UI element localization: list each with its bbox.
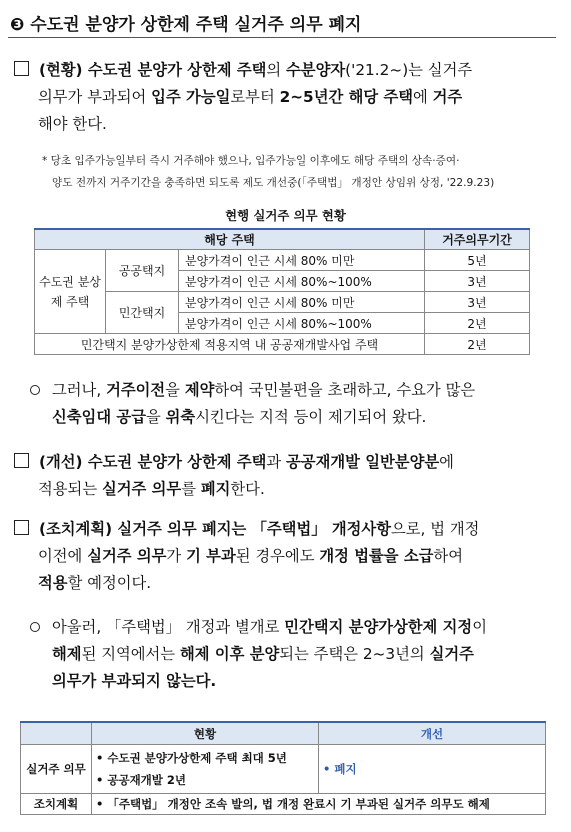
table-cell: 분양가격이 인근 시세 80% 미만 [179,250,425,271]
checkbox-bullet-icon [14,520,29,535]
plan-cell: • 「주택법」 개정안 조속 발의, 법 개정 완료시 기 부과된 실거주 의무도 해제 [92,794,546,815]
row-group-private: 민간택지 [106,292,179,334]
table-cell: 2년 [425,334,530,355]
table-cell: 5년 [425,250,530,271]
row-group-metro: 수도권 분상제 주택 [35,250,106,334]
current-item: • 공공재개발 2년 [96,773,187,787]
row-group-public: 공공택지 [106,250,179,292]
table-cell: 2년 [425,313,530,334]
status-paragraph: (현황) 수도권 분양가 상한제 주택의 수분양자('21.2~)는 실거주 의무가 부과되어 입주 가능일로부터 2~5년간 해당 주택에 거주 해야 한다. [14,57,556,138]
residence-obligation-table [34,228,530,355]
improvement-paragraph: (개선) 수도권 분양가 상한제 주택과 공공재개발 일반분양분에 적용되는 실거주 의무를 폐지한다. [14,449,556,503]
table-cell: 분양가격이 인근 시세 80% 미만 [179,292,425,313]
table-cell: 3년 [425,271,530,292]
table-header-period: 거주의무기간 [425,229,530,250]
concern-paragraph: 그러나, 거주이전을 제약하여 국민불편을 초래하고, 수요가 많은 신축임대 공급을 위축시킨다는 지적 등이 제기되어 왔다. [30,377,556,431]
footnote-line-1: * 당초 입주가능일부터 즉시 거주해야 했으나, 입주가능일 이후에도 해당 주택의 상속·증여· [42,155,460,167]
improve-cell: • 폐지 [319,745,546,794]
table-caption: 현행 실거주 의무 현황 [225,208,346,223]
circle-bullet-icon [30,622,40,632]
table-header-housing: 해당 주택 [35,229,425,250]
table-header-empty [21,722,92,745]
current-item: • 수도권 분양가상한제 주택 최대 5년 [96,751,287,765]
footnote [42,150,552,194]
row-head-residence: 실거주 의무 [21,745,92,794]
checkbox-bullet-icon [14,61,29,76]
summary-table [20,721,546,815]
table-cell: 3년 [425,292,530,313]
table-cell: 분양가격이 인근 시세 80%~100% [179,313,425,334]
section-title: ❸ 수도권 분양가 상한제 주택 실거주 의무 폐지 [10,15,362,35]
title-underline [8,37,556,38]
table-header-current: 현황 [92,722,319,745]
table-cell: 민간택지 분양가상한제 적용지역 내 공공재개발사업 주택 [35,334,425,355]
checkbox-bullet-icon [14,453,29,468]
action-plan-paragraph: (조치계획) 실거주 의무 폐지는 「주택법」 개정사항으로, 법 개정 이전에 실거주 의무가 기 부과된 경우에도 개정 법률을 소급하여 적용할 예정이다. [14,516,556,597]
additional-paragraph: 아울러, 「주택법」 개정과 별개로 민간택지 분양가상한제 지정이 해제된 지역에서는 해제 이후 분양되는 주택은 2~3년의 실거주 의무가 부과되지 않는다. [30,614,556,695]
footnote-line-2: 양도 전까지 거주기간을 충족하면 되도록 제도 개선중(「주택법」 개정안 상임위 상정, '22.9.23) [52,177,495,189]
table-cell: 분양가격이 인근 시세 80%~100% [179,271,425,292]
circle-bullet-icon [30,385,40,395]
table-header-improve: 개선 [319,722,546,745]
current-cell [92,745,319,794]
row-head-plan: 조치계획 [21,794,92,815]
